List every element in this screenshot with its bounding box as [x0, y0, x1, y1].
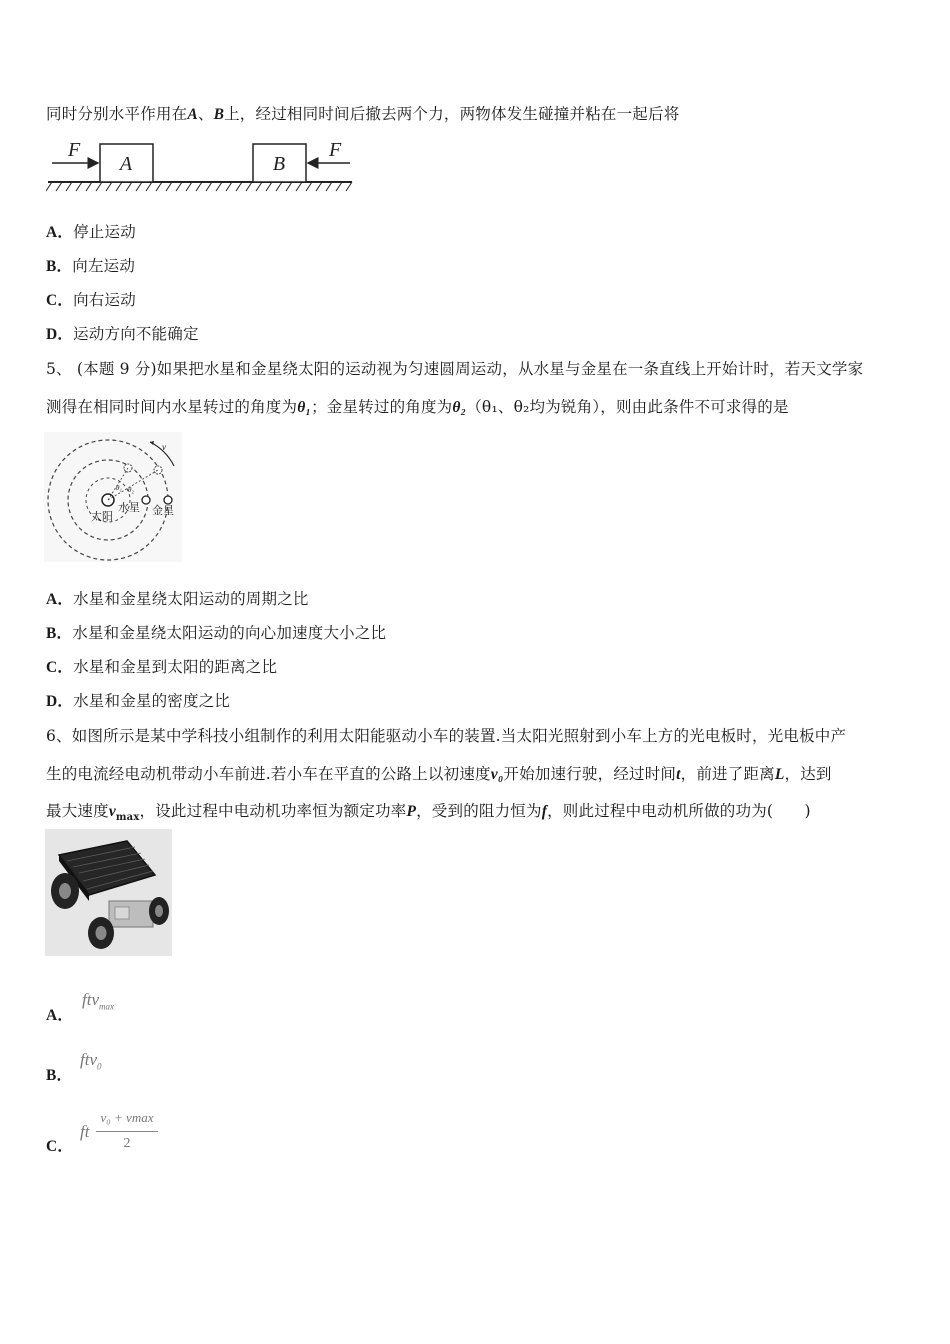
intro-sep: 、	[197, 105, 214, 123]
q5-option-c: C．水星和金星到太阳的距离之比	[46, 658, 278, 676]
hub-rear-left	[59, 883, 71, 899]
hub-front-right	[155, 905, 163, 917]
formula-c-prefix: ft	[80, 1122, 90, 1141]
venus-label: 金星	[152, 504, 174, 517]
formula-c-fraction-bar	[96, 1131, 158, 1132]
q4-option-a: A．停止运动	[46, 223, 136, 241]
theta2-label: θ₂	[128, 486, 134, 494]
formula-c-denominator: 2	[123, 1136, 131, 1151]
q6-option-a: A．	[46, 1007, 74, 1024]
sun-label: 太阳	[91, 510, 113, 523]
venus-marker	[164, 496, 172, 504]
q4-option-d: D．运动方向不能确定	[46, 325, 199, 343]
blocks-force-figure	[46, 136, 356, 196]
intro-post: 上，经过相同时间后撤去两个力，两物体发生碰撞并粘在一起后将	[224, 105, 680, 123]
mercury-label: 水星	[118, 501, 140, 514]
mercury-marker	[142, 496, 150, 504]
q5-option-d: D．水星和金星的密度之比	[46, 692, 231, 710]
velocity-label: v	[162, 442, 166, 452]
q5-stem-line2: 测得在相同时间内水星转过的角度为θ₁；金星转过的角度为θ₂（θ₁、θ₂均为锐角），则由此条件不可求得的是	[46, 398, 789, 416]
theta1-label: θ₁	[116, 484, 122, 492]
formula-a: ftv$_{max}$	[82, 990, 114, 1012]
ground-hatch	[46, 182, 352, 191]
q5-option-b: B．水星和金星绕太阳运动的向心加速度大小之比	[46, 624, 387, 642]
q6-stem-line1: 6、如图所示是某中学科技小组制作的利用太阳能驱动小车的装置.当太阳光照射到小车上方的光电板时，光电板中产	[46, 727, 847, 745]
q6-stem-line3: 最大速度$v_{max}$，设此过程中电动机功率恒为额定功率P，受到的阻力恒为f，则此过程中电动机所做的功为( )	[46, 802, 811, 824]
formula-b: ftv$_0$	[80, 1050, 102, 1072]
intro-text	[46, 102, 679, 124]
q5-stem-line1: 5、 (本题 9 分)如果把水星和金星绕太阳的运动视为匀速圆周运动，从水星与金星在一条直线上开始计时，若天文学家	[46, 360, 864, 378]
block-b-label: B	[272, 153, 286, 175]
force-label-right: F	[329, 139, 342, 161]
q4-option-b: B．向左运动	[46, 257, 136, 275]
solar-car-image	[45, 829, 172, 956]
intro-pre: 同时分别水平作用在	[46, 105, 188, 123]
intro-a: A	[187, 106, 198, 123]
hub-front-left	[96, 926, 107, 940]
q6-option-c: C．	[46, 1138, 74, 1155]
block-a-label: A	[119, 153, 133, 175]
q5-option-a: A．水星和金星绕太阳运动的周期之比	[46, 590, 309, 608]
formula-c-numerator: v₀ + vmax	[100, 1110, 154, 1125]
car-motor-detail	[115, 907, 129, 919]
orbit-figure	[44, 432, 182, 562]
q4-option-c: C．向右运动	[46, 291, 136, 309]
force-label-left: F	[68, 139, 81, 161]
intro-b: B	[213, 106, 225, 123]
q6-stem-line2: 生的电流经电动机带动小车前进.若小车在平直的公路上以初速度v₀开始加速行驶，经过时间t，前进了距离L，达到	[46, 765, 832, 783]
q6-option-b: B．	[46, 1067, 73, 1084]
